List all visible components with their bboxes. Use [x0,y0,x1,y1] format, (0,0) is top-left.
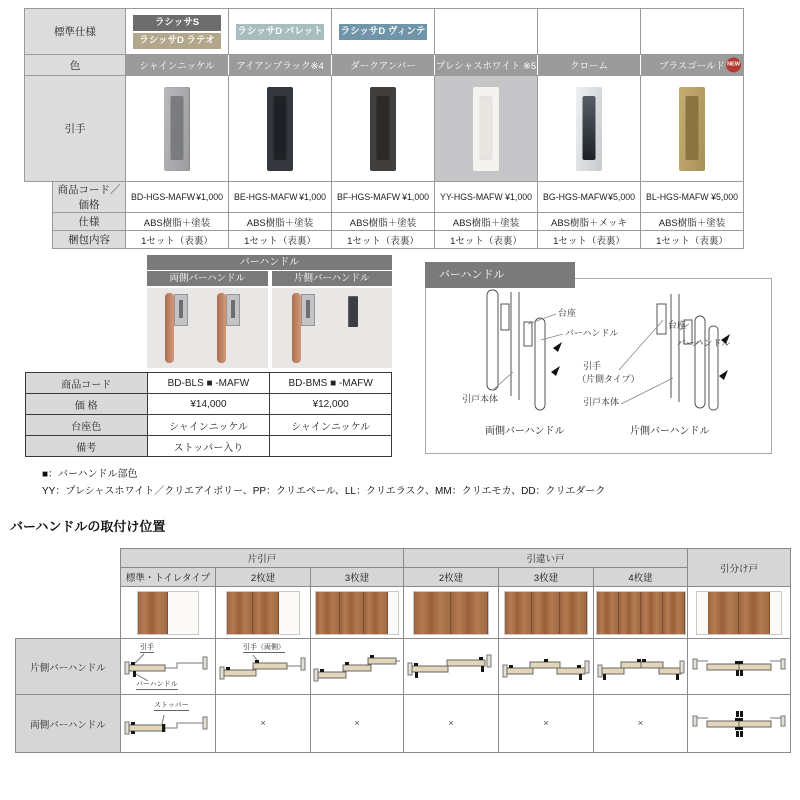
one-side-base-color: シャインニッケル [270,415,392,436]
mount-diagram-both-standard: ストッパー [121,695,216,753]
material-cell: ABS樹脂＋塗装 [641,213,744,231]
door-image-4-panel-bypass [594,587,688,639]
label-hikite-line2: （片側タイプ） [577,374,640,384]
new-badge: NEW [726,58,741,73]
sub-header-4-panel-bypass: 4枚建 [594,568,688,587]
diagram-header: バーハンドル [425,262,575,288]
one-side-note [270,436,392,457]
label-bar-right: バーハンドル [677,338,731,348]
label-door-body-left: 引戸本体 [462,394,499,404]
material-cell: ABS樹脂＋塗装 [332,213,435,231]
row-label-code-price: 商品コード／価格 [53,182,126,213]
row-label-both-side-bar-handle: 両側バーハンドル [16,695,121,753]
footnotes [42,466,605,500]
door-image-3-panel [311,587,404,639]
handle-image-brass-gold [641,76,744,182]
row-label-material: 仕様 [53,213,126,231]
both-side-base-color: シャインニッケル [147,415,270,436]
package-cell: 1セット（表裏） [435,231,538,249]
bar-handle-header: バーハンドル [147,255,392,270]
group-header-single-sliding: 片引戸 [121,549,404,568]
row-label-note: 備考 [26,436,148,457]
mount-diagram-one-double [688,639,791,695]
handle-image-precious-white [435,76,538,182]
series-badge-lasissa-d-vintia: ラシッサD ヴィンティア [340,25,426,53]
package-cell: 1セット（表裏） [332,231,435,249]
material-cell: ABS樹脂＋塗装 [126,213,229,231]
material-cell: ABS樹脂＋塗装 [435,213,538,231]
mount-position-table [15,548,791,753]
one-side-header: 片側バーハンドル [272,271,393,286]
sub-header-standard-toilet: 標準・トイレタイプ [121,568,216,587]
both-side-code: BD-BLS ■ -MAFW [147,373,270,394]
mount-diagram-one-standard: 引手 バーハンドル [121,639,216,695]
flush-pull-image [348,296,358,327]
code-price-cell: BG-HGS-MAFW ¥5,000 [538,182,641,213]
caption-one-side: 片側バーハンドル [630,426,710,437]
footnote-bar-handle-color: ■：バーハンドル部色 [42,469,138,480]
mount-position-title: バーハンドルの取付け位置 [10,519,166,534]
group-header-bypass-sliding: 引違い戸 [404,549,688,568]
code-price-cell: BE-HGS-MAFW ¥1,000 [229,182,332,213]
group-header-double-sliding: 引分け戸 [688,549,791,587]
door-image-2-panel [216,587,311,639]
one-side-price: ¥12,000 [270,394,392,415]
pull-handle-spec-table [24,8,744,249]
package-cell: 1セット（表裏） [229,231,332,249]
bar-handle-section [25,255,392,457]
both-side-bar-handle-image [147,288,268,368]
material-cell: ABS樹脂＋メッキ [538,213,641,231]
series-badge-lasissa-d-palette: ラシッサD パレット [236,24,324,40]
series-badge-lasissa-s: ラシッサS [133,15,221,31]
label-daiza-left: 台座 [558,308,577,318]
row-label-color: 色 [25,55,126,76]
label-hikite-line1: 引手 [583,361,602,371]
both-side-header: 両側バーハンドル [147,271,268,286]
not-available-mark: × [216,695,311,753]
sub-header-3-panel-bypass: 3枚建 [499,568,594,587]
color-name-brass-gold: ブラスゴールド NEW [641,55,744,76]
row-label-price: 価 格 [26,394,148,415]
code-price-cell: YY-HGS-MAFW ¥1,000 [435,182,538,213]
color-name-chrome: クローム [538,55,641,76]
one-side-bar-handle-image [272,288,393,368]
color-name-precious-white: プレシャスホワイト ※5 [435,55,538,76]
both-side-note: ストッパー入り [147,436,270,457]
not-available-mark: × [499,695,594,753]
mount-diagram-one-4panel-bypass [594,639,688,695]
label-door-body-right: 引戸本体 [583,397,620,407]
color-name-shine-nickel: シャインニッケル [126,55,229,76]
code-price-cell: BD-HGS-MAFW ¥1,000 [126,182,229,213]
row-label-package: 梱包内容 [53,231,126,249]
row-label-one-side-bar-handle: 片側バーハンドル [16,639,121,695]
code-price-cell: BF-HGS-MAFW ¥1,000 [332,182,435,213]
row-label-handle: 引手 [25,76,126,182]
package-cell: 1セット（表裏） [538,231,641,249]
mount-diagram-both-double [688,695,791,753]
handle-image-dark-amber [332,76,435,182]
color-name-dark-amber: ダークアンバー [332,55,435,76]
sub-header-3-panel: 3枚建 [311,568,404,587]
mount-diagram-one-3panel [311,639,404,695]
bar-handle-diagram [425,262,772,454]
not-available-mark: × [311,695,404,753]
series-cell-3 [332,9,435,55]
series-cell-6 [641,9,744,55]
package-cell: 1セット（表裏） [126,231,229,249]
not-available-mark: × [594,695,688,753]
sub-header-2-panel-bypass: 2枚建 [404,568,499,587]
handle-image-shine-nickel [126,76,229,182]
series-cell-2 [229,9,332,55]
mount-diagram-one-3panel-bypass [499,639,594,695]
series-cell-4 [435,9,538,55]
code-price-cell: BL-HGS-MAFW ¥5,000 [641,182,744,213]
row-label-product-code: 商品コード [26,373,148,394]
not-available-mark: × [404,695,499,753]
door-image-standard [121,587,216,639]
series-cell-1 [126,9,229,55]
series-badge-lasissa-d-lateo: ラシッサD ラテオ [133,33,221,49]
door-image-3-panel-bypass [499,587,594,639]
caption-both-side: 両側バーハンドル [485,426,565,437]
label-bar-left: バーハンドル [565,328,619,338]
door-image-2-panel-bypass [404,587,499,639]
row-label-base-color: 台座色 [26,415,148,436]
door-image-double-sliding [688,587,791,639]
handle-image-iron-black [229,76,332,182]
row-label-standard-spec: 標準仕様 [25,9,126,55]
material-cell: ABS樹脂＋塗装 [229,213,332,231]
mount-diagram-one-2panel-bypass [404,639,499,695]
handle-image-chrome [538,76,641,182]
both-side-price: ¥14,000 [147,394,270,415]
one-side-code: BD-BMS ■ -MAFW [270,373,392,394]
label-daiza-right: 台座 [668,320,687,330]
bar-handle-spec-table [25,372,392,457]
footnote-color-codes: YY：プレシャスホワイト／クリエアイボリー、PP：クリエペール、LL：クリエラスク、MM：クリエモカ、DD：クリエダーク [42,486,606,497]
sub-header-2-panel: 2枚建 [216,568,311,587]
color-name-iron-black: アイアンブラック※4 [229,55,332,76]
series-cell-5 [538,9,641,55]
mount-diagram-one-2panel: 引手（両側） [216,639,311,695]
package-cell: 1セット（表裏） [641,231,744,249]
